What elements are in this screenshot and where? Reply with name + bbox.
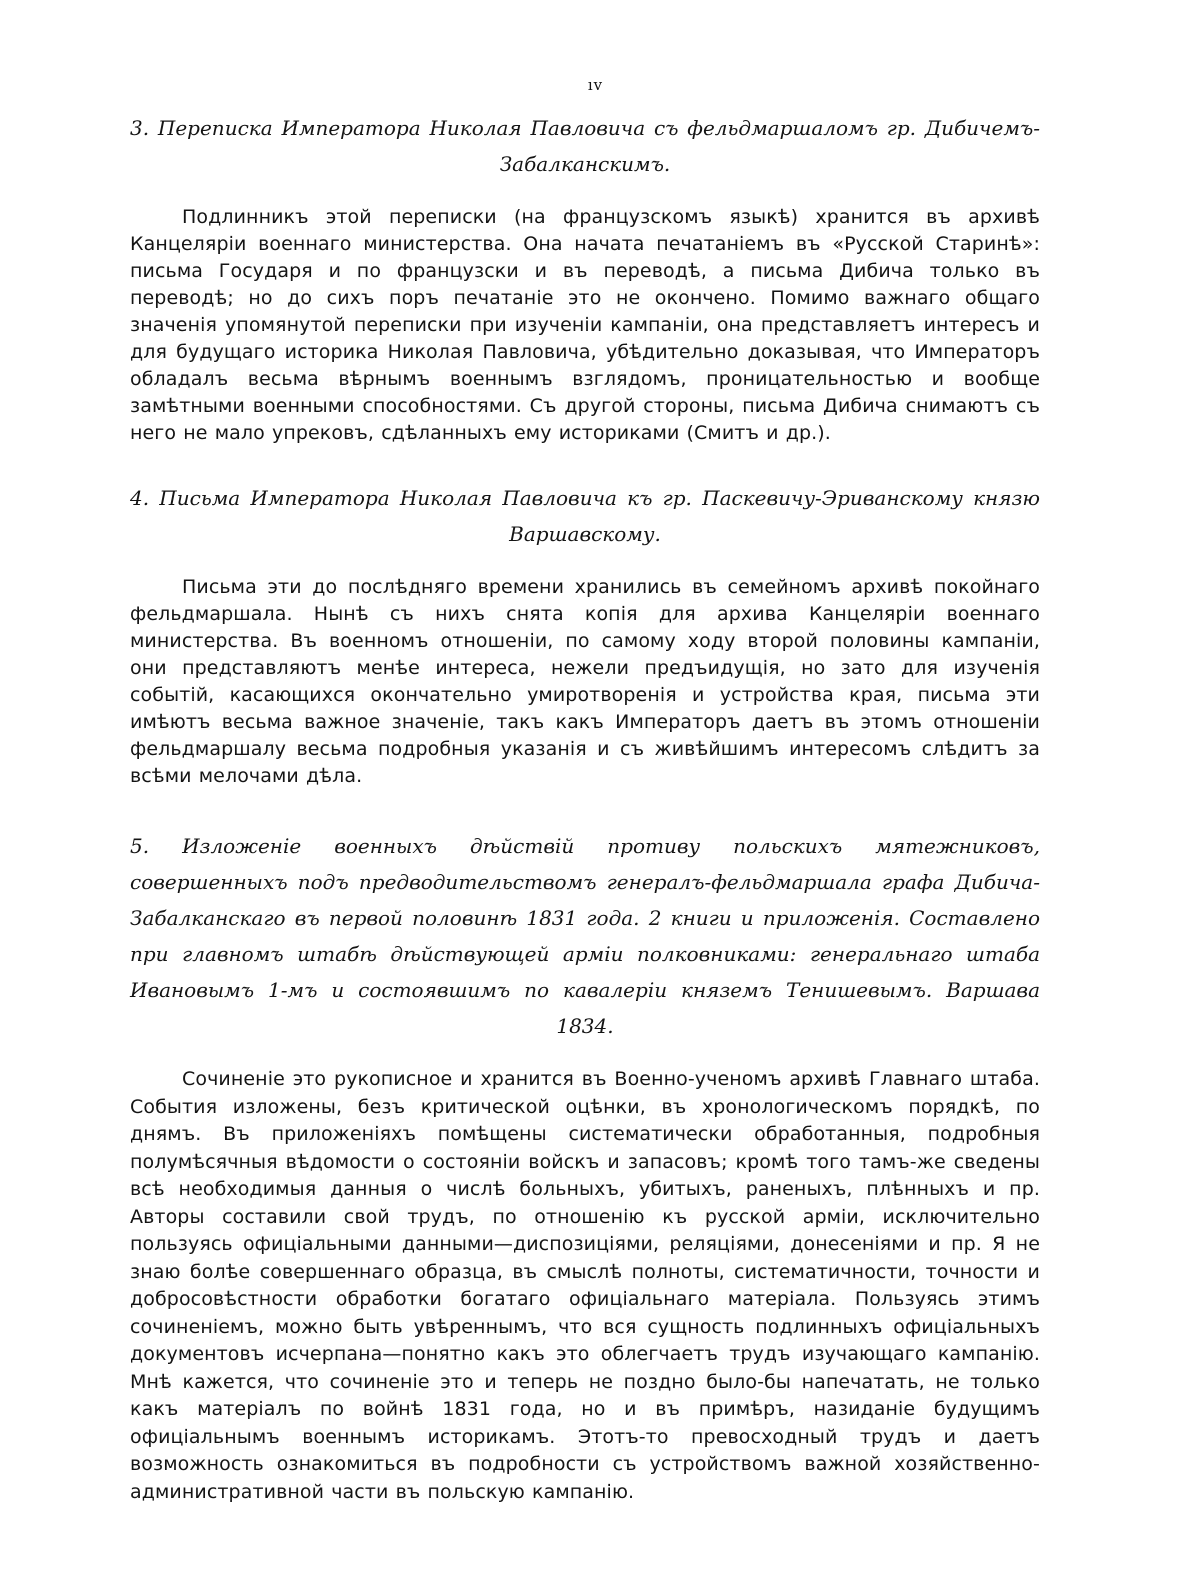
section-4-heading: 4. Письма Императора Николая Павловича къ гр. Паскевичу-Эриванскому князю Варшавскому. (130, 486, 1040, 546)
page-number: ıv (587, 76, 604, 94)
section-5-body: Сочиненіе это рукописное и хранится въ Военно-ученомъ архивѣ Главнаго штаба. События изложены, безъ критической оцѣнки, въ хронологическомъ порядкѣ, по днямъ. Въ приложеніяхъ помѣщены систематически обработанныя, подробныя полумѣсячныя вѣдомости о состояніи войскъ и запасовъ; кромѣ того тамъ-же сведены всѣ необходимыя данныя о числѣ больныхъ, убитыхъ, раненыхъ, плѣнныхъ и пр. Авторы составили свой трудъ, по отношенію къ русской арміи, исключительно пользуясь офиціальными данными—диспозиціями, реляціями, донесеніями и пр. Я не знаю болѣе совершеннаго образца, въ смыслѣ полноты, систематичности, точности и добросовѣстности обработки богатаго офиціальнаго матеріала. Пользуясь этимъ сочиненіемъ, можно быть увѣреннымъ, что вся сущность подлинныхъ офиціальныхъ документовъ исчерпана—понятно какъ это облегчаетъ трудъ изучающаго кампанію. Мнѣ кажется, что сочиненіе это и теперь не поздно было-бы напечатать, не только какъ матеріалъ по войнѣ 1831 года, но и въ примѣръ, назиданіе будущимъ офиціальнымъ военнымъ историкамъ. Этотъ-то превосходный трудъ и даетъ возможность ознакомиться въ подробности съ устройствомъ важной хозяйственно-административной части въ польскую кампанію. (130, 1068, 1040, 1503)
section-4 (130, 480, 1040, 790)
section-5 (130, 828, 1040, 1506)
section-4-body: Письма эти до послѣдняго времени хранились въ семейномъ архивѣ покойнаго фельдмаршала. Нынѣ съ нихъ снята копія для архива Канцеляріи военнаго министерства. Въ военномъ отношеніи, по самому ходу второй половины кампаніи, они представляютъ менѣе интереса, нежели предъидущія, но зато для изученія событій, касающихся окончательно умиротворенія и устройства края, письма эти имѣютъ весьма важное значеніе, такъ какъ Императоръ даетъ въ этомъ отношеніи фельдмаршалу весьма подробныя указанія и съ живѣйшимъ интересомъ слѣдитъ за всѣми мелочами дѣла. (130, 576, 1040, 787)
section-3-body: Подлинникъ этой переписки (на французскомъ языкѣ) хранится въ архивѣ Канцеляріи военнаго министерства. Она начата печатаніемъ въ «Русской Старинѣ»: письма Государя и по французски и въ переводѣ, а письма Дибича только въ переводѣ; но до сихъ поръ печатаніе это не окончено. Помимо важнаго общаго значенія упомянутой переписки при изученіи кампаніи, она представляетъ интересъ и для будущаго историка Николая Павловича, убѣдительно доказывая, что Императоръ обладалъ весьма вѣрнымъ военнымъ взглядомъ, проницательностью и вообще замѣтными военными способностями. Съ другой стороны, письма Дибича снимаютъ съ него не мало упрековъ, сдѣланныхъ ему историками (Смитъ и др.). (130, 206, 1040, 444)
section-5-heading: 5. Изложеніе военныхъ дѣйствій противу польскихъ мятежниковъ, совершенныхъ подъ предводительствомъ генералъ-фельдмаршала графа Дибича-Забалканскаго въ первой половинѣ 1831 года. 2 книги и приложенія. Составлено при главномъ штабѣ дѣйствующей арміи полковниками: генеральнаго штаба Ивановымъ 1-мъ и состоявшимъ по кавалеріи княземъ Тенишевымъ. Варшава 1834. (130, 834, 1040, 1038)
section-3-heading: 3. Переписка Императора Николая Павловича съ фельдмаршаломъ гр. Дибичемъ-Забалканскимъ. (130, 116, 1040, 176)
section-3 (130, 110, 1040, 447)
